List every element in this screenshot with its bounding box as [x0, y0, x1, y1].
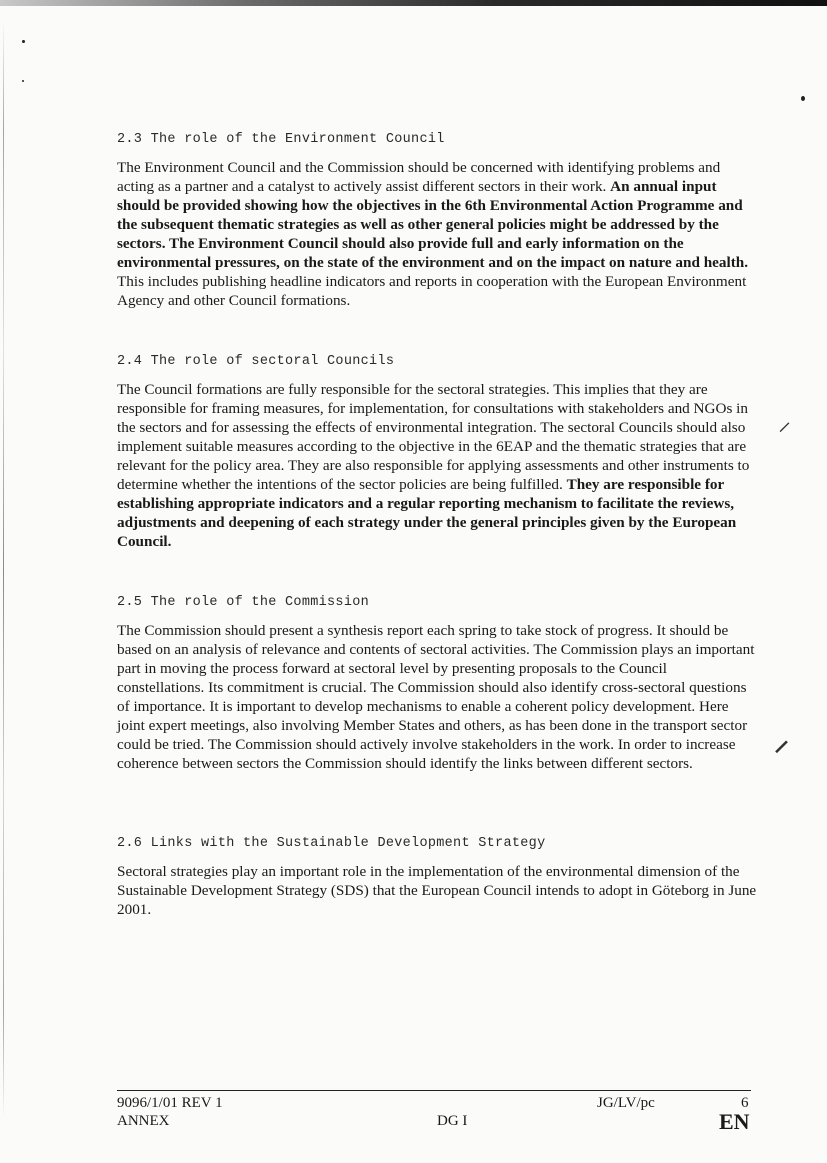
- footer-initials: JG/LV/pc: [597, 1095, 655, 1111]
- scan-speck: [22, 40, 25, 43]
- scan-speck: [801, 96, 805, 101]
- scan-speck: [22, 80, 24, 82]
- footer-dg: DG I: [437, 1113, 468, 1129]
- footer-annex: ANNEX: [117, 1113, 170, 1129]
- punch-hole-mark-icon: ⸝: [778, 407, 792, 437]
- section-commission: [117, 595, 757, 773]
- section-heading: 2.3 The role of the Environment Council: [117, 132, 445, 147]
- paragraph-bold-text: They are responsible for establishing appropriate indicators and a regular reporting mechanism to facilitate the reviews, adjustments and deepening of each strategy under the general principles given by the European Council.: [117, 476, 737, 550]
- paragraph-text: Sectoral strategies play an important role in the implementation of the environmental dimension of the Sustainable Development Strategy (SDS) that the European Council intends to adopt in Göteborg in June 2001.: [117, 863, 757, 918]
- section-sectoral-councils: [117, 354, 757, 551]
- section-heading: 2.5 The role of the Commission: [117, 595, 370, 610]
- footer-doc-ref: 9096/1/01 REV 1: [117, 1095, 223, 1111]
- section-paragraph: [117, 158, 757, 310]
- punch-hole-mark-icon: ⸝: [774, 723, 789, 758]
- paragraph-text: This includes publishing headline indicators and reports in cooperation with the European Environment Agency and other Council formations.: [117, 273, 747, 309]
- footer-page-number: 6: [741, 1095, 749, 1111]
- section-heading: 2.6 Links with the Sustainable Development Strategy: [117, 836, 546, 851]
- paragraph-bold-text: An annual input should be provided showing how the objectives in the 6th Environmental Action Programme and the subsequent thematic strategies as well as other general policies might be addressed by the sectors. The Environment Council should also provide full and early information on the environmental pressures, on the state of the environment and on the impact on nature and health.: [117, 178, 749, 271]
- scan-left-edge: [3, 20, 4, 1120]
- paragraph-text: The Council formations are fully responsible for the sectoral strategies. This implies that they are responsible for framing measures, for implementation, for consultations with stakeholders and NGOs in the sectors and for assessing the effects of environmental integration. The sectoral Councils should also implement suitable measures according to the objective in the 6EAP and the thematic strategies that are relevant for the policy area. They are also responsible for applying assessments and other instruments to determine whether the intentions of the sector policies are being fulfilled.: [117, 381, 750, 493]
- section-paragraph: [117, 862, 757, 919]
- section-environment-council: [117, 132, 757, 310]
- section-paragraph: [117, 380, 757, 551]
- paragraph-text: The Commission should present a synthesis report each spring to take stock of progress. It should be based on an analysis of relevance and contents of sectoral activities. The Commission plays an important part in moving the process forward at sectoral level by presenting proposals to the Council constellations. Its commitment is crucial. The Commission should also identify cross-sectoral questions of importance. It is important to develop mechanisms to enable a coherent policy development. Here joint expert meetings, also involving Member States and others, as has been done in the transport sector could be tried. The Commission should actively involve stakeholders in the work. In order to increase coherence between sectors the Commission should identify the links between different sectors.: [117, 622, 755, 772]
- section-heading: 2.4 The role of sectoral Councils: [117, 354, 395, 369]
- scan-top-edge: [0, 0, 827, 6]
- footer-language: EN: [719, 1109, 750, 1134]
- footer-divider: [117, 1090, 751, 1091]
- paragraph-text: The Environment Council and the Commission should be concerned with identifying problems and acting as a partner and a catalyst to actively assist different sectors in their work.: [117, 159, 721, 195]
- section-sds-links: [117, 836, 757, 919]
- section-paragraph: [117, 621, 757, 773]
